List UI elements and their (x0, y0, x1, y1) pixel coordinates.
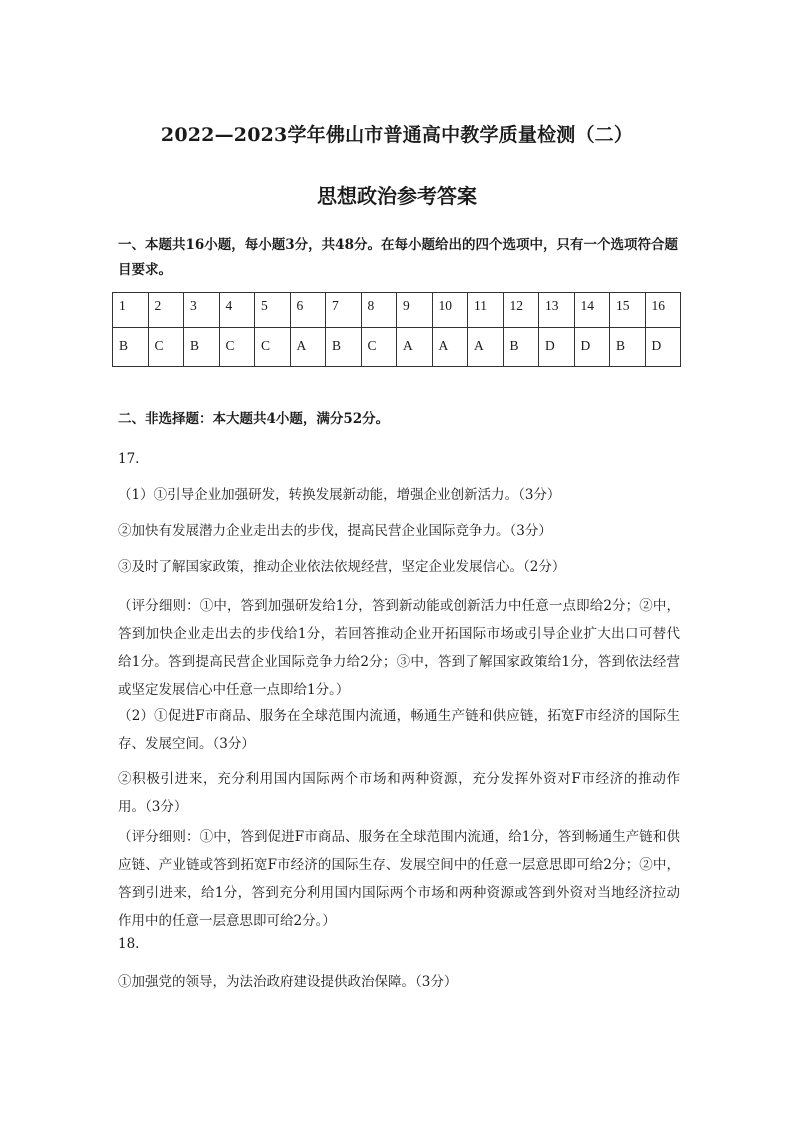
question-number-cell: 5 (255, 293, 291, 328)
q17-part1-point1: （1）①引导企业加强研发，转换发展新动能，增强企业创新活力。（3分） (118, 487, 561, 503)
answer-cell: C (148, 328, 184, 367)
q18-point1: ①加强党的领导，为法治政府建设提供政治保障。（3分） (118, 974, 458, 990)
q17-part1-point2: ②加快有发展潜力企业走出去的步伐，提高民营企业国际竞争力。（3分） (118, 523, 552, 539)
answer-cell: B (503, 328, 539, 367)
q17-part1-point3: ③及时了解国家政策，推动企业依法依规经营，坚定企业发展信心。（2分） (118, 559, 566, 575)
question-number-cell: 8 (361, 293, 397, 328)
answer-cell: B (113, 328, 149, 367)
question-number-cell: 12 (503, 293, 539, 328)
answer-cell: D (574, 328, 610, 367)
answer-cell: C (219, 328, 255, 367)
answer-cell: B (610, 328, 646, 367)
q17-label: 17. (118, 451, 140, 467)
answer-table (112, 292, 681, 367)
question-number-cell: 3 (184, 293, 220, 328)
answer-cell: A (432, 328, 468, 367)
question-number-cell: 1 (113, 293, 149, 328)
answer-table-answer-row (113, 328, 681, 367)
question-number-cell: 15 (610, 293, 646, 328)
answer-cell: B (184, 328, 220, 367)
q17-part2-point1: （2）①促进F市商品、服务在全球范围内流通，畅通生产链和供应链，拓宽F市经济的国际生存、发展空间。（3分） (118, 708, 680, 752)
section2-heading: 二、非选择题：本大题共4小题，满分52分。 (118, 411, 390, 427)
answer-cell: C (255, 328, 291, 367)
question-number-cell: 11 (468, 293, 504, 328)
question-number-cell: 10 (432, 293, 468, 328)
question-number-cell: 2 (148, 293, 184, 328)
question-number-cell: 7 (326, 293, 362, 328)
q18-label: 18. (118, 936, 140, 952)
answer-cell: D (539, 328, 575, 367)
question-number-cell: 9 (397, 293, 433, 328)
document-subtitle: 思想政治参考答案 (317, 184, 477, 208)
question-number-cell: 16 (645, 293, 681, 328)
answer-table-number-row (113, 293, 681, 328)
question-number-cell: 4 (219, 293, 255, 328)
answer-cell: A (468, 328, 504, 367)
q17-part2-rubric: （评分细则：①中，答到促进F市商品、服务在全球范围内流通，给1分，答到畅通生产链和供应链、产业链或答到拓宽F市经济的国际生存、发展空间中的任意一层意思即可给2分；②中，答到引进来，给1分，答到充分利用国内国际两个市场和两种资源或答到外资对当地经济拉动作用中的任意一层意思即可给2分。） (118, 829, 680, 929)
question-number-cell: 6 (290, 293, 326, 328)
answer-cell: D (645, 328, 681, 367)
question-number-cell: 14 (574, 293, 610, 328)
q17-part1-rubric: （评分细则：①中，答到加强研发给1分，答到新动能或创新活力中任意一点即给2分；②中，答到加快企业走出去的步伐给1分，若回答推动企业开拓国际市场或引导企业扩大出口可替代给1分。答到提高民营企业国际竞争力给2分；③中，答到了解国家政策给1分，答到依法经营或坚定发展信心中任意一点即给1分。） (118, 598, 680, 698)
q17-part2-point2: ②积极引进来，充分利用国内国际两个市场和两种资源，充分发挥外资对F市经济的推动作用。（3分） (118, 771, 680, 815)
answer-cell: B (326, 328, 362, 367)
section1-instruction: 一、本题共16小题，每小题3分，共48分。在每小题给出的四个选项中，只有一个选项符合题目要求。 (118, 237, 678, 278)
answer-cell: A (290, 328, 326, 367)
document-title: 2022—2023学年佛山市普通高中教学质量检测（二） (160, 124, 634, 146)
question-number-cell: 13 (539, 293, 575, 328)
answer-cell: A (397, 328, 433, 367)
answer-cell: C (361, 328, 397, 367)
